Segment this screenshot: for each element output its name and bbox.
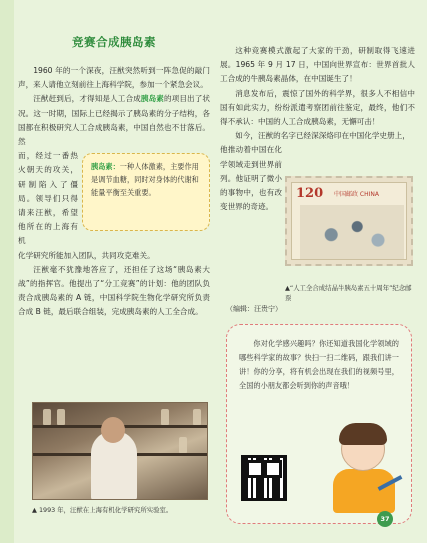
article-title: 竞赛合成胰岛素	[72, 35, 156, 49]
photo-bottle	[161, 409, 169, 425]
page-number: 37	[377, 511, 393, 527]
page-edge	[0, 0, 14, 543]
stamp-face	[291, 182, 407, 260]
qr-code-icon[interactable]	[241, 455, 287, 501]
definition-callout	[82, 153, 210, 231]
child-body	[333, 469, 395, 513]
stamp-value: 120	[296, 186, 324, 201]
lab-photo	[32, 402, 208, 500]
photo-person-head	[101, 417, 125, 443]
callout-text: 一种人体激素，主要作用是调节血糖，同时对身体的代谢和能量平衡至关重要。	[91, 162, 199, 198]
photo-bottle	[57, 409, 65, 425]
right-paragraph-3: 如今，汪猷的名字已经深深烙印在中国化学史册上，	[235, 131, 410, 141]
photo-bottle	[193, 409, 201, 425]
term-insulin: 胰岛素	[140, 94, 164, 104]
p2-text-a: 汪猷赶到后，才得知是人工合成	[33, 94, 141, 104]
paragraph-2	[18, 92, 210, 149]
photo-caption: ▲ 1993 年，汪猷在上海有机化学研究所实验室。	[32, 506, 173, 514]
right-wrap-text: 他推动着中国在化学领域走到世界前列。他证明了微小的事物中，也有改变世界的奇迹。	[220, 145, 282, 212]
callout-wrap	[18, 149, 210, 248]
editor-credit: （编辑：汪贵宁）	[226, 305, 282, 313]
p2-text-b: 的项目出了状况。这一时期，国际上已经揭示了胰岛素的分子结构，各国都在积极研究人工合成胰岛素，中国自然也不甘落后。然	[18, 94, 211, 147]
right-paragraph-2: 消息发布后，震惊了国外的科学界，很多人不相信中国有如此实力，纷纷派遣考察团前往鉴定，最终，他们不得不承认：中国的人工合成胰岛素，无懈可击！	[220, 88, 415, 127]
paragraph-1: 1960 年的一个深夜，汪猷突然听到一阵急促的敲门声，来人请他立刻前往上海科学院，参加一个紧急会议。	[18, 66, 210, 90]
commemorative-stamp	[285, 176, 413, 266]
paragraph-3: 汪猷毫不犹豫地答应了，还担任了这场“胰岛素大战”的指挥官。他提出了“分工竞赛”的计划：他的团队负责合成胰岛素的 A 链，中国科学院生物化学研究所负责合成 B 链，最后联合组装，完成胰岛素的人工全合成。	[18, 264, 210, 317]
photo-bottle	[179, 437, 187, 453]
left-column	[18, 22, 210, 320]
right-paragraph-1: 这种竞赛模式激起了大家的干劲，研制取得飞速进展。1965 年 9 月 17 日，中国向世界宣布：世界首批人工合成的牛胰岛素晶体，在中国诞生了！	[220, 46, 415, 84]
stamp-brand: 中国邮政 CHINA	[334, 191, 379, 198]
share-box	[226, 324, 412, 524]
child-hair	[339, 423, 387, 445]
p2-wrap-text: 而，经过一番热火朝天的攻关，研制陷入了僵局。领导们只得请来汪猷，希望他所在的上海有机	[18, 151, 78, 246]
stamp-crystal-art	[300, 205, 404, 259]
child-illustration	[327, 423, 407, 513]
share-text: 你对化学感兴趣吗？你还知道我国化学领域的哪些科学家的故事？快扫一扫二维码，跟我们讲一讲！你的分享，将有机会出现在我们的视频号里，全国的小朋友都会听到你的声音哦！	[239, 339, 399, 390]
p2-tail: 化学研究所能加入团队，共同攻克难关。	[18, 250, 155, 260]
photo-bottle	[43, 409, 51, 425]
callout-term: 胰岛素：	[91, 162, 120, 172]
stamp-caption: ▲“人工全合成结晶牛胰岛素五十周年”纪念邮票	[285, 284, 412, 302]
